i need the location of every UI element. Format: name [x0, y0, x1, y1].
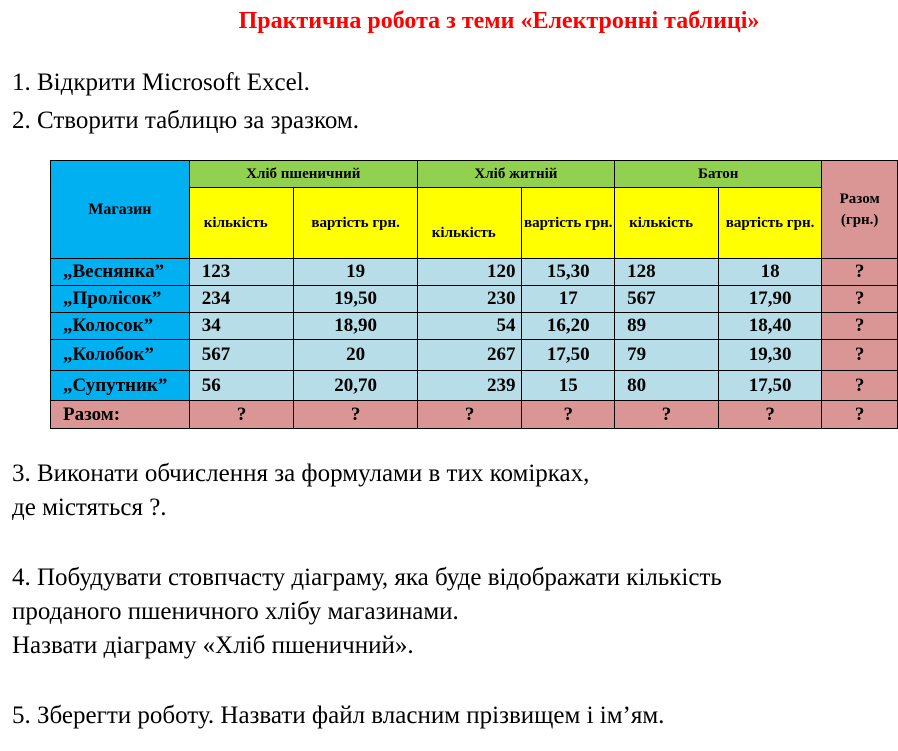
total-cell: ?	[615, 401, 719, 429]
total-cell: ?	[294, 401, 417, 429]
total-cell: ?	[822, 401, 898, 429]
cell: 16,20	[522, 313, 615, 340]
cell: 89	[615, 313, 719, 340]
cell: 15,30	[522, 259, 615, 286]
step-4: 4. Побудувати стовпчасту діаграму, яка буде відображати кількість	[12, 564, 722, 591]
cell: 56	[189, 371, 294, 401]
cell: 567	[189, 340, 294, 371]
cell-total: ?	[822, 371, 898, 401]
step-3-cont: де містяться ?.	[12, 494, 167, 521]
shop-name: „Колобок”	[51, 340, 190, 371]
cell: 20,70	[294, 371, 417, 401]
header-total: Разом (грн.)	[822, 161, 898, 259]
step-3: 3. Виконати обчислення за формулами в тих комірках,	[12, 460, 590, 487]
cell: 239	[417, 371, 522, 401]
cell: 230	[417, 286, 522, 313]
cell: 19,50	[294, 286, 417, 313]
page-title: Практична робота з теми «Електронні таблиці»	[238, 8, 760, 34]
cell: 54	[417, 313, 522, 340]
cell: 79	[615, 340, 719, 371]
table-row	[51, 371, 898, 401]
total-cell: ?	[522, 401, 615, 429]
cell: 17	[522, 286, 615, 313]
cell-total: ?	[822, 259, 898, 286]
header-qty: кількість	[417, 188, 522, 259]
table-row	[51, 286, 898, 313]
cell: 80	[615, 371, 719, 401]
header-group-wheat: Хліб пшеничний	[189, 161, 417, 188]
cell: 18	[718, 259, 822, 286]
cell: 34	[189, 313, 294, 340]
cell: 128	[615, 259, 719, 286]
shop-name: „Колосок”	[51, 313, 190, 340]
cell-total: ?	[822, 340, 898, 371]
cell: 120	[417, 259, 522, 286]
cell: 234	[189, 286, 294, 313]
header-group-rye: Хліб житній	[417, 161, 614, 188]
cell: 267	[417, 340, 522, 371]
cell: 567	[615, 286, 719, 313]
cell: 123	[189, 259, 294, 286]
totals-row	[51, 401, 898, 429]
shop-name: „Супутник”	[51, 371, 190, 401]
header-shop: Магазин	[51, 161, 190, 259]
table-row	[51, 340, 898, 371]
cell-total: ?	[822, 313, 898, 340]
cell: 18,90	[294, 313, 417, 340]
step-4-cont: проданого пшеничного хлібу магазинами.	[12, 598, 459, 625]
cell-total: ?	[822, 286, 898, 313]
step-5: 5. Зберегти роботу. Назвати файл власним прізвищем і ім’ям.	[12, 702, 665, 729]
cell: 17,50	[718, 371, 822, 401]
header-cost: вартість грн.	[718, 188, 822, 259]
total-cell: ?	[718, 401, 822, 429]
step-4-chart-name: Назвати діаграму «Хліб пшеничний».	[12, 632, 414, 659]
cell: 19	[294, 259, 417, 286]
totals-label: Разом:	[51, 401, 190, 429]
total-cell: ?	[189, 401, 294, 429]
cell: 15	[522, 371, 615, 401]
cell: 18,40	[718, 313, 822, 340]
header-qty: кількість	[189, 188, 294, 259]
cell: 17,50	[522, 340, 615, 371]
shop-name: „Пролісок”	[51, 286, 190, 313]
cell: 19,30	[718, 340, 822, 371]
shop-name: „Веснянка”	[51, 259, 190, 286]
table-row	[51, 259, 898, 286]
header-cost: вартість грн.	[522, 188, 615, 259]
cell: 17,90	[718, 286, 822, 313]
total-cell: ?	[417, 401, 522, 429]
step-1: 1. Відкрити Microsoft Excel.	[12, 69, 310, 96]
header-cost: вартість грн.	[294, 188, 417, 259]
table-row	[51, 313, 898, 340]
step-2: 2. Створити таблицю за зразком.	[12, 107, 359, 134]
header-qty: кількість	[615, 188, 719, 259]
sample-table	[50, 160, 898, 429]
header-group-baton: Батон	[615, 161, 822, 188]
cell: 20	[294, 340, 417, 371]
